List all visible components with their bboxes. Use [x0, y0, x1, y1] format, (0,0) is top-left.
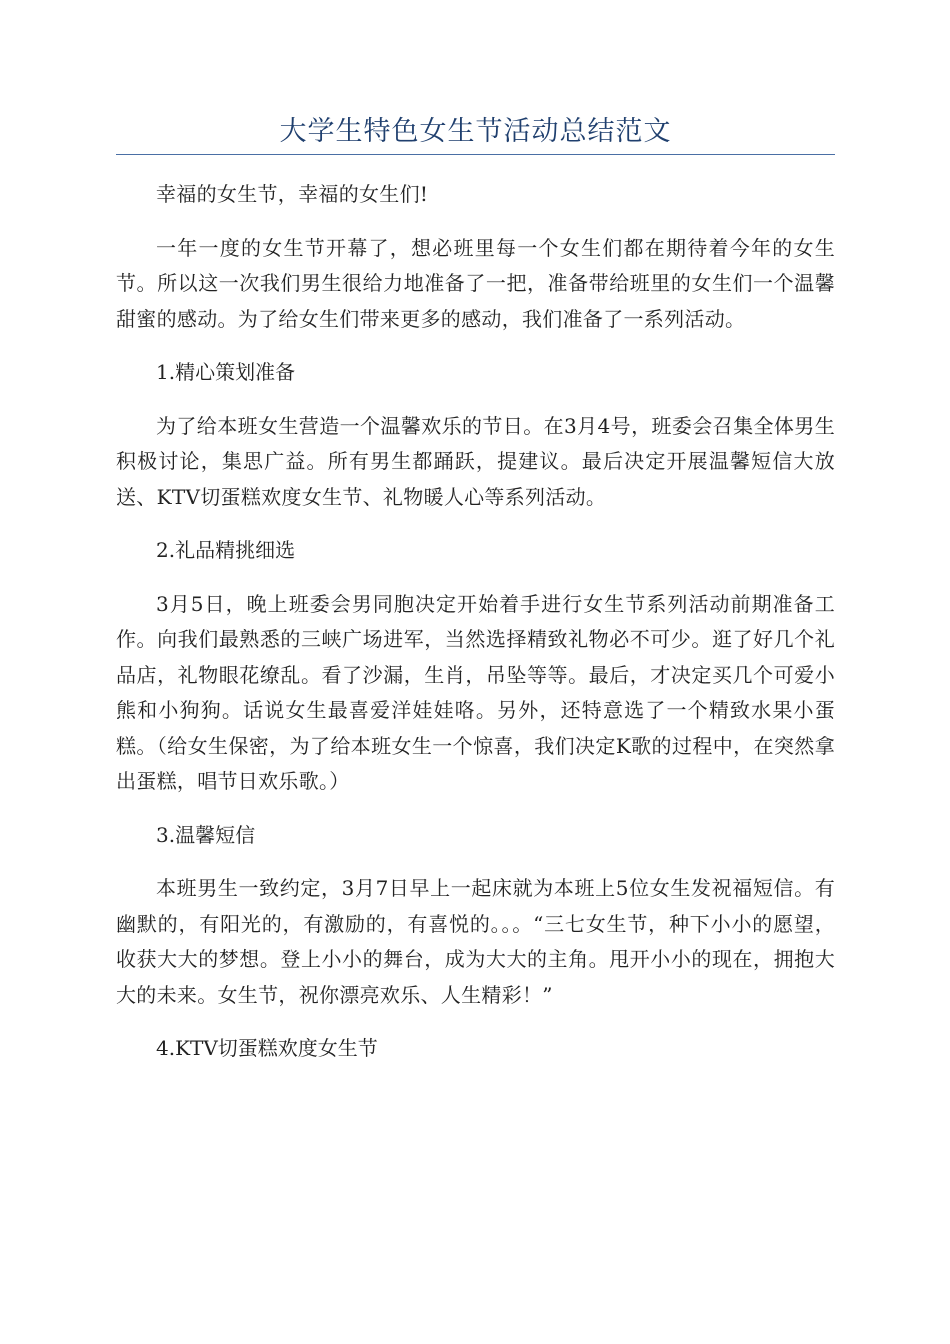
section-heading-gifts: 2.礼品精挑细选 [156, 538, 296, 562]
paragraph-gifts: 3月5日，晚上班委会男同胞决定开始着手进行女生节系列活动前期准备工作。向我们最熟悉的三峡广场进军，当然选择精致礼物必不可少。逛了好几个礼品店，礼物眼花缭乱。看了沙漏，生肖，吊坠等等。最后，才决定买几个可爱小熊和小狗狗。话说女生最喜爱洋娃娃咯。另外，还特意选了一个精致水果小蛋糕。（给女生保密，为了给本班女生一个惊喜，我们决定K歌的过程中，在突然拿出蛋糕，唱节日欢乐歌。） [116, 591, 835, 793]
document-body [116, 177, 835, 1067]
title-underline [116, 154, 835, 155]
paragraph-intro: 一年一度的女生节开幕了，想必班里每一个女生们都在期待着今年的女生节。所以这一次我们男生很给力地准备了一把，准备带给班里的女生们一个温馨甜蜜的感动。为了给女生们带来更多的感动，我们准备了一系列活动。 [116, 235, 835, 331]
section-heading-planning: 1.精心策划准备 [156, 360, 296, 384]
document-title: 大学生特色女生节活动总结范文 [279, 116, 672, 147]
paragraph-messages: 本班男生一致约定，3月7日早上一起床就为本班上5位女生发祝福短信。有幽默的，有阳光的，有激励的，有喜悦的。。。“三七女生节，种下小小的愿望，收获大大的梦想。登上小小的舞台，成为大大的主角。甩开小小的现在，拥抱大大的未来。女生节，祝你漂亮欢乐、人生精彩！” [116, 876, 835, 1007]
paragraph-greeting: 幸福的女生节，幸福的女生们! [156, 182, 429, 206]
section-heading-ktv: 4.KTV切蛋糕欢度女生节 [156, 1036, 378, 1060]
section-heading-messages: 3.温馨短信 [156, 822, 256, 847]
paragraph-planning: 为了给本班女生营造一个温馨欢乐的节日。在3月4号，班委会召集全体男生积极讨论，集思广益。所有男生都踊跃，提建议。最后决定开展温馨短信大放送、KTV切蛋糕欢度女生节、礼物暖人心等系列活动。 [116, 413, 835, 509]
